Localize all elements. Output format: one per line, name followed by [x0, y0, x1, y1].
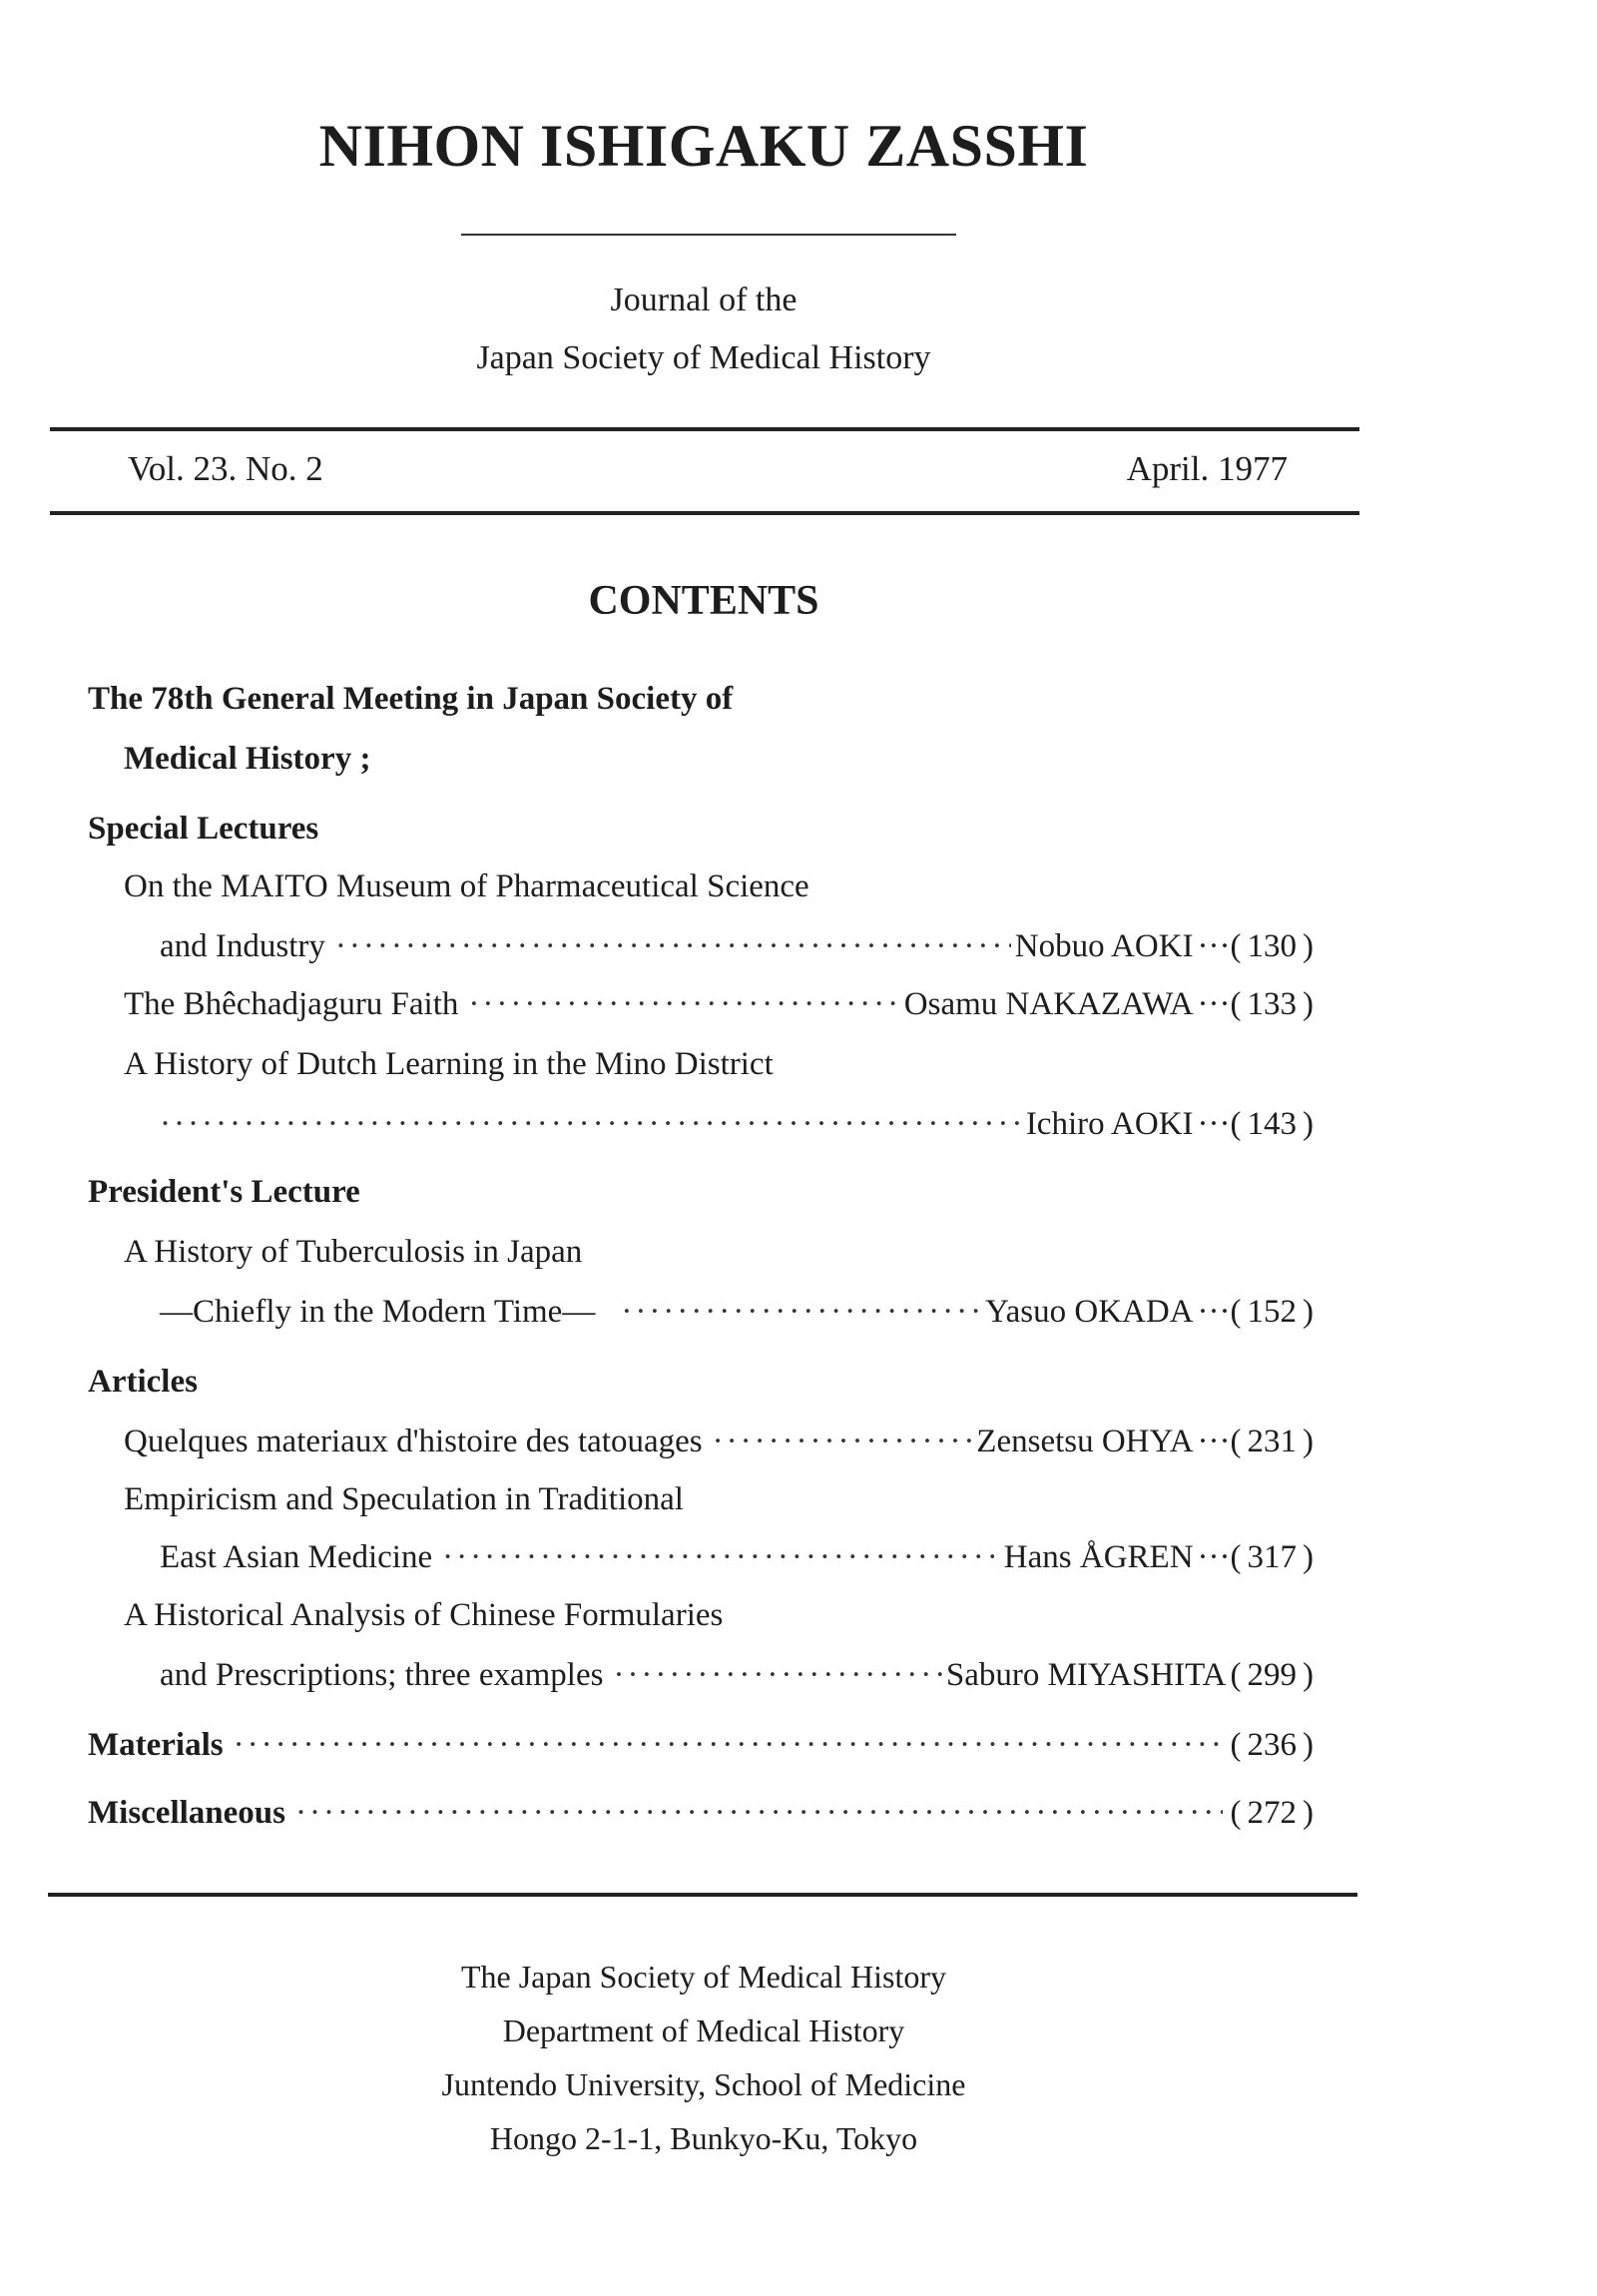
toc-entry — [124, 1424, 1314, 1467]
entry-author: Ichiro AOKI — [1025, 1106, 1194, 1142]
entry-page — [1198, 1539, 1314, 1576]
toc-entry — [160, 1106, 1314, 1150]
page-number: 317 — [1247, 1539, 1297, 1575]
entry-title-text: Empiricism and Speculation in Traditional — [124, 1481, 684, 1517]
ellipsis: ··· — [1197, 928, 1231, 964]
paren-close: ) — [1303, 1727, 1314, 1763]
entry-title-text: Quelques materiaux d'histoire des tatouages — [124, 1424, 703, 1459]
title-divider — [461, 234, 956, 236]
paren-close: ) — [1303, 1657, 1314, 1693]
entry-title-text: East Asian Medicine — [160, 1539, 433, 1575]
section-heading-special-lectures — [88, 811, 318, 855]
dot-leader — [160, 1106, 1022, 1143]
paren-close: ) — [1303, 1539, 1314, 1575]
issue-date: April. 1977 — [1126, 449, 1288, 488]
toc-entry-materials — [88, 1727, 1314, 1771]
toc-entry-title — [124, 1481, 684, 1525]
page-number: 272 — [1247, 1795, 1297, 1831]
ellipsis: ··· — [1197, 1539, 1231, 1575]
meeting-heading-line1 — [88, 681, 733, 725]
section-heading-presidents-lecture — [88, 1174, 360, 1218]
paren-open: ( — [1230, 986, 1242, 1022]
paren-close: ) — [1303, 928, 1314, 964]
meeting-heading-text: The 78th General Meeting in Japan Society of — [88, 681, 734, 717]
page-number: 133 — [1247, 986, 1297, 1022]
toc-entry — [160, 1657, 1314, 1701]
toc-entry — [124, 986, 1314, 1030]
entry-title-text: and Industry — [160, 928, 325, 964]
entry-page — [1198, 1294, 1314, 1331]
toc-entry-title — [124, 1597, 723, 1641]
entry-title-text: —Chiefly in the Modern Time— — [160, 1294, 596, 1330]
page-number: 299 — [1247, 1657, 1297, 1693]
ellipsis: ··· — [1197, 1294, 1231, 1330]
paren-close: ) — [1303, 1106, 1314, 1142]
entry-page — [1231, 1727, 1315, 1764]
paren-open: ( — [1230, 1294, 1242, 1330]
publisher-department: Department of Medical History — [502, 2012, 905, 2048]
ellipsis: ··· — [1197, 1424, 1231, 1459]
toc-entry-title — [124, 1046, 774, 1090]
dot-leader — [468, 986, 899, 1023]
dot-leader — [295, 1795, 1223, 1832]
entry-author: Saburo MIYASHITA — [945, 1657, 1227, 1693]
toc-entry-title — [124, 868, 809, 912]
toc-entry — [160, 1539, 1314, 1583]
meeting-heading-line2 — [124, 741, 370, 785]
page-number: 236 — [1247, 1727, 1297, 1763]
page-number: 152 — [1247, 1294, 1297, 1330]
section-heading-articles — [88, 1364, 198, 1408]
paren-open: ( — [1230, 1106, 1242, 1142]
paren-open: ( — [1230, 928, 1242, 964]
entry-author: Nobuo AOKI — [1014, 928, 1194, 964]
entry-title-text: The Bhêchadjaguru Faith — [124, 986, 459, 1022]
entry-page — [1198, 1106, 1314, 1143]
dot-leader — [621, 1294, 981, 1331]
section-title: President's Lecture — [88, 1174, 360, 1210]
dot-leader — [442, 1539, 1000, 1576]
entry-page — [1198, 928, 1314, 965]
paren-open: ( — [1230, 1424, 1242, 1459]
meeting-heading-text: Medical History ; — [124, 741, 371, 777]
volume-number: Vol. 23. No. 2 — [128, 449, 323, 488]
paren-close: ) — [1303, 1424, 1314, 1459]
entry-title-text: A History of Tuberculosis in Japan — [124, 1234, 583, 1270]
publisher-institution: Juntendo University, School of Medicine — [441, 2066, 966, 2102]
ellipsis: ··· — [1197, 986, 1231, 1022]
entry-author: Osamu NAKAZAWA — [903, 986, 1194, 1022]
dot-leader — [335, 928, 1011, 965]
page-number: 143 — [1247, 1106, 1297, 1142]
dot-leader — [713, 1424, 973, 1460]
page-number: 231 — [1247, 1424, 1297, 1459]
entry-page — [1231, 1795, 1315, 1832]
entry-author: Zensetsu OHYA — [976, 1424, 1194, 1459]
volume-rule-top — [50, 427, 1359, 431]
paren-open: ( — [1230, 1795, 1242, 1831]
volume-rule-bottom — [50, 511, 1359, 515]
entry-title-text: On the MAITO Museum of Pharmaceutical Science — [124, 868, 809, 904]
section-title: Articles — [88, 1364, 198, 1400]
page-number: 130 — [1247, 928, 1297, 964]
entry-page — [1198, 1424, 1314, 1460]
entry-page — [1231, 1657, 1315, 1694]
toc-entry — [160, 928, 1314, 972]
publisher-address: Hongo 2-1-1, Bunkyo-Ku, Tokyo — [489, 2120, 918, 2156]
toc-entry-miscellaneous — [88, 1795, 1314, 1839]
section-title: Materials — [88, 1727, 224, 1763]
entry-title-text: A History of Dutch Learning in the Mino District — [124, 1046, 774, 1082]
dot-leader — [613, 1657, 941, 1694]
entry-author: Yasuo OKADA — [985, 1294, 1194, 1330]
publisher-name: The Japan Society of Medical History — [460, 1959, 947, 1995]
paren-close: ) — [1303, 986, 1314, 1022]
journal-subtitle-line1: Journal of the — [610, 282, 798, 318]
entry-author: Hans ÅGREN — [1003, 1539, 1194, 1575]
toc-entry — [160, 1294, 1314, 1338]
paren-close: ) — [1303, 1795, 1314, 1831]
journal-subtitle-line2: Japan Society of Medical History — [476, 339, 931, 376]
entry-page — [1198, 986, 1314, 1023]
paren-open: ( — [1230, 1657, 1242, 1693]
toc-entry-title — [124, 1234, 582, 1278]
dot-leader — [234, 1727, 1223, 1764]
paren-open: ( — [1230, 1539, 1242, 1575]
section-title: Miscellaneous — [88, 1795, 285, 1831]
paren-open: ( — [1230, 1727, 1242, 1763]
paren-close: ) — [1303, 1294, 1314, 1330]
ellipsis: ··· — [1197, 1106, 1231, 1142]
footer-rule — [48, 1893, 1357, 1897]
entry-title-text: and Prescriptions; three examples — [160, 1657, 604, 1693]
section-title: Special Lectures — [88, 811, 319, 847]
journal-title: NIHON ISHIGAKU ZASSHI — [318, 113, 1089, 179]
entry-title-text: A Historical Analysis of Chinese Formularies — [124, 1597, 724, 1633]
contents-heading: CONTENTS — [588, 578, 819, 624]
